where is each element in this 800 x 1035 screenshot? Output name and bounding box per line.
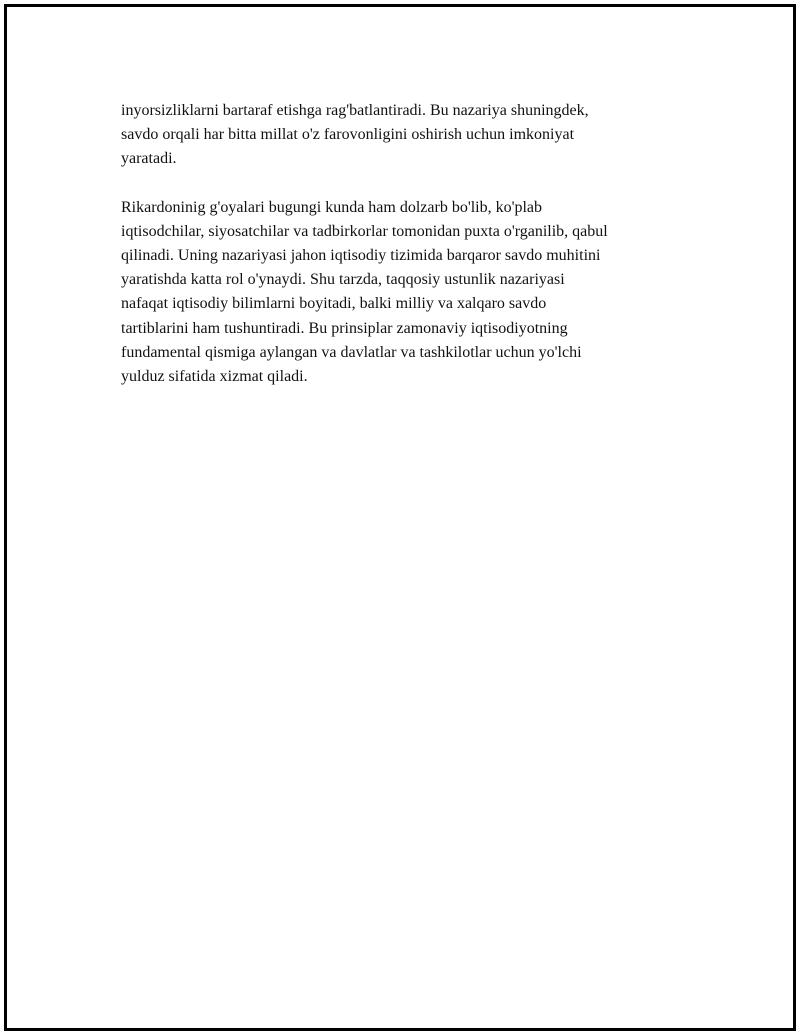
- text-line: tartiblarini ham tushuntiradi. Bu prinsiplar zamonaviy iqtisodiyotning: [121, 319, 568, 337]
- text-line: yaratadi.: [121, 150, 177, 168]
- text-line: Rikardoninig g'oyalari bugungi kunda ham dolzarb bo'lib, ko'plab: [121, 198, 543, 216]
- text-line: savdo orqali har bitta millat o'z farovonligini oshirish uchun imkoniyat: [121, 126, 575, 144]
- paragraph-2: [121, 196, 696, 390]
- text-line: iqtisodchilar, siyosatchilar va tadbirkorlar tomonidan puxta o'rganilib, qabul: [121, 222, 608, 240]
- document-body: [121, 99, 696, 413]
- text-line: qilinadi. Uning nazariyasi jahon iqtisodiy tizimida barqaror savdo muhitini: [121, 247, 601, 265]
- text-line: nafaqat iqtisodiy bilimlarni boyitadi, balki milliy va xalqaro savdo: [121, 295, 547, 313]
- text-line: inyorsizliklarni bartaraf etishga rag'batlantiradi. Bu nazariya shuningdek,: [121, 102, 589, 119]
- paragraph-1: [121, 99, 696, 172]
- text-line: yulduz sifatida xizmat qiladi.: [121, 368, 308, 386]
- text-line: fundamental qismiga aylangan va davlatlar va tashkilotlar uchun yo'lchi: [121, 343, 582, 361]
- text-line: yaratishda katta rol o'ynaydi. Shu tarzda, taqqosiy ustunlik nazariyasi: [121, 271, 565, 289]
- page-frame: [4, 4, 796, 1031]
